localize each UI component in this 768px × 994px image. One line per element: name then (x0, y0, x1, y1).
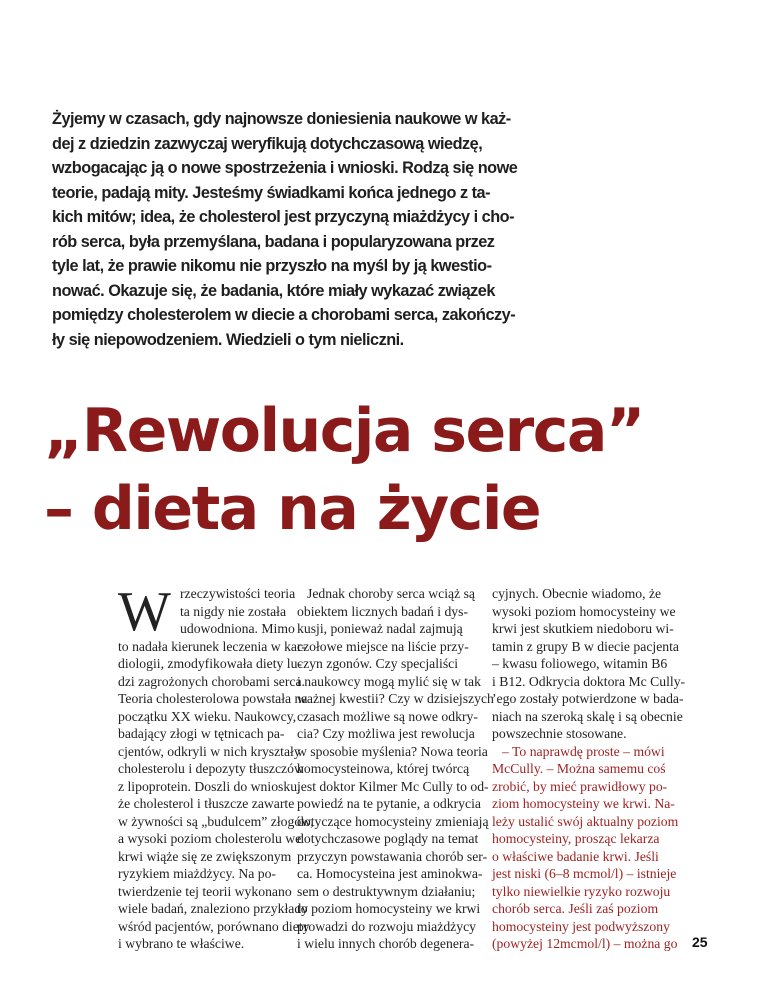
body-column-2 (297, 585, 494, 953)
body-line: czyn zgonów. Czy specjaliści (297, 656, 459, 671)
quote-line: chorób serca. Jeśli zaś poziom (492, 901, 659, 916)
body-line: i B12. Odkrycia doktora Mc Cully- (492, 673, 686, 689)
body-line: ryzykiem miażdżycy. Na po- (118, 866, 276, 881)
body-line: z lipoprotein. Doszli do wniosku, (118, 778, 301, 794)
body-line: początku XX wieku. Naukowcy, (118, 708, 297, 724)
body-line: cyjnych. Obecnie wiadomo, że (492, 586, 662, 601)
body-line: niach na szeroką skalę i są obecnie (492, 708, 683, 724)
lead-line: nować. Okazuje się, że badania, które miały wykazać związek (52, 281, 495, 300)
body-line: w żywności są „budulcem” złogów, (118, 813, 314, 829)
body-line: ’ego zostały potwierdzone w bada- (492, 691, 684, 706)
body-line: wśród pacjentów, porównano diety (118, 918, 310, 934)
drop-cap: W (118, 581, 171, 643)
quote-line: leży ustalić swój aktualny poziom (492, 813, 679, 829)
body-line: czołowe miejsce na liście przy- (297, 638, 469, 654)
body-line: krwi wiąże się ze zwiększonym (118, 848, 292, 864)
body-line: sem o destruktywnym działaniu; (297, 883, 476, 899)
body-line: Teoria cholesterolowa powstała na (118, 691, 308, 706)
quote-line: (powyżej 12mcmol/l) – można go (492, 936, 678, 951)
headline-line-2: – dieta na życie (44, 474, 541, 544)
body-line: homocysteinowa, której twórcą (297, 761, 470, 776)
body-line: dzi zagrożonych chorobami serca. (118, 673, 305, 689)
body-line: ważnej kwestii? Czy w dzisiejszych (297, 691, 494, 706)
lead-line: dej z dziedzin zazwyczaj weryfikują dotychczasową wiedzę, (52, 134, 483, 153)
body-line: w sposobie myślenia? Nowa teoria (297, 743, 488, 759)
body-line: to nadała kierunek leczenia w kar- (118, 638, 306, 654)
body-line: powiedź na te pytanie, a odkrycia (297, 796, 481, 811)
body-line: że cholesterol i tłuszcze zawarte (118, 796, 295, 811)
body-line: ca. Homocysteina jest aminokwa- (297, 866, 483, 881)
body-line: ta nigdy nie została (180, 603, 287, 619)
body-line: tamin z grupy B w diecie pacjenta (492, 638, 679, 654)
lead-line: teorie, padają mity. Jesteśmy świadkami końca jednego z ta- (52, 183, 491, 202)
body-column-1 (118, 581, 314, 953)
quote-line: o właściwe badanie krwi. Jeśli (492, 848, 659, 864)
body-line: badający złogi w tętnicach pa- (118, 726, 285, 741)
body-line: udowodniona. Mimo (180, 621, 295, 636)
body-column-3 (492, 585, 685, 953)
lead-line: rób serca, była przemyślana, badana i popularyzowana przez (52, 232, 495, 251)
body-line: cjentów, odkryli w nich kryształy (118, 743, 301, 759)
body-line: wysoki poziom homocysteiny we (492, 603, 676, 619)
body-line: i wielu innych chorób degenera- (297, 936, 475, 951)
body-line: przyczyn powstawania chorób ser- (297, 848, 488, 864)
body-line: to poziom homocysteiny we krwi (297, 901, 481, 916)
quote-line: homocysteiny, prosząc lekarza (492, 831, 660, 846)
quote-line: zrobić, by mieć prawidłowy po- (492, 778, 668, 794)
lead-line: ły się niepowodzeniem. Wiedzieli o tym nieliczni. (52, 330, 404, 349)
body-line: powszechnie stosowane. (492, 726, 627, 741)
lead-line: tyle lat, że prawie nikomu nie przyszło na myśl by ją kwestio- (52, 257, 492, 275)
lead-line: kich mitów; idea, że cholesterol jest przyczyną miażdżycy i cho- (52, 208, 515, 226)
body-line: Jednak choroby serca wciąż są (307, 586, 475, 601)
body-line: jest doktor Kilmer Mc Cully to od- (297, 778, 489, 794)
quote-line: tylko niewielkie ryzyko rozwoju (492, 883, 671, 899)
body-line: – kwasu foliowego, witamin B6 (492, 656, 668, 671)
body-line: wiele badań, znaleziono przykłady (118, 901, 309, 916)
quote-line: McCully. – Można samemu coś (492, 761, 666, 776)
body-line: dotychczasowe poglądy na temat (297, 831, 479, 846)
lead-line: wzbogacając ją o nowe spostrzeżenia i wnioski. Rodzą się nowe (52, 159, 518, 177)
body-line: twierdzenie tej teorii wykonano (118, 883, 292, 899)
page-number: 25 (692, 934, 708, 950)
body-line: a wysoki poziom cholesterolu we (118, 831, 302, 846)
body-line: krwi jest skutkiem niedoboru wi- (492, 621, 674, 636)
body-line: kusji, ponieważ nadal zajmują (297, 621, 463, 636)
body-line: cholesterolu i depozyty tłuszczów (118, 761, 304, 776)
lead-line: Żyjemy w czasach, gdy najnowsze doniesienia naukowe w każ- (52, 110, 511, 128)
quote-line: jest niski (6–8 mcmol/l) – istnieje (492, 866, 677, 881)
body-line: czasach możliwe są nowe odkry- (297, 708, 478, 724)
lead-paragraph (52, 107, 518, 352)
body-line: i wybrano te właściwe. (118, 936, 245, 951)
body-line: dotyczące homocysteiny zmieniają (297, 813, 489, 829)
body-line: diologii, zmodyfikowała diety lu- (118, 656, 302, 671)
lead-line: pomiędzy cholesterolem w diecie a chorobami serca, zakończy- (52, 306, 516, 324)
body-line: prowadzi do rozwoju miażdżycy (297, 918, 477, 934)
body-line: cia? Czy możliwa jest rewolucja (297, 726, 475, 741)
quote-line: homocysteiny jest podwyższony (492, 918, 670, 934)
body-line: rzeczywistości teoria (180, 586, 296, 601)
body-line: obiektem licznych badań i dys- (297, 603, 469, 619)
article-headline (44, 392, 644, 548)
headline-line-1: „Rewolucja serca” (44, 396, 644, 466)
quote-line: – To naprawdę proste – mówi (502, 743, 665, 759)
quote-line: ziom homocysteiny we krwi. Na- (492, 796, 675, 811)
body-line: i naukowcy mogą mylić się w tak (297, 673, 481, 689)
